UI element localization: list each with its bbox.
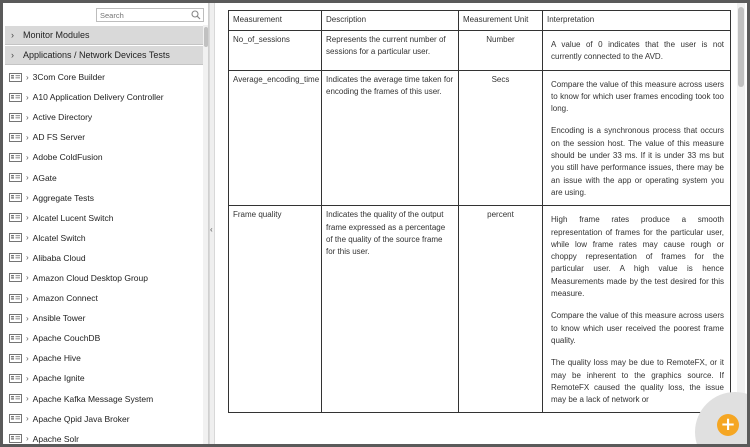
sidebar-item-label: Alcatel Lucent Switch <box>32 212 114 223</box>
sidebar-item-label: Apache Qpid Java Broker <box>32 413 130 424</box>
sidebar-item-label: Alcatel Switch <box>32 232 86 243</box>
component-icon <box>9 93 22 102</box>
sidebar-item-amazon-connect[interactable] <box>5 288 203 308</box>
sidebar-item-3com-core-builder[interactable] <box>5 67 203 87</box>
interpretation-paragraph: Encoding is a synchronous process that occurs on the session host. The value of this measure should be under 33 ms. If it is under 33 ms but you still have performance issues, there may be an issue with the app or operating system you are using. <box>551 126 724 197</box>
chevron-right-icon: › <box>26 152 29 162</box>
sidebar-item-label: AGate <box>32 172 57 183</box>
cell-interpretation <box>543 31 731 71</box>
component-icon <box>9 374 22 383</box>
chevron-right-icon: › <box>26 273 29 283</box>
sidebar-item-apache-kafka-message-system[interactable] <box>5 389 203 409</box>
chevron-right-icon: › <box>26 434 29 444</box>
search-box[interactable] <box>96 8 204 22</box>
interpretation-paragraph: The quality loss may be due to RemoteFX, or it may be inherent to the graphics source. If RemoteFX caused the quality loss, the issue may be a lack of network or <box>551 358 724 405</box>
sidebar-item-apache-couchdb[interactable] <box>5 328 203 348</box>
component-icon <box>9 173 22 182</box>
sidebar-item-label: 3Com Core Builder <box>32 72 105 83</box>
chevron-right-icon: › <box>26 72 29 82</box>
component-icon <box>9 233 22 242</box>
chevron-right-icon: › <box>26 414 29 424</box>
cell-description: Indicates the quality of the output frame expressed as a percentage of the quality of the source frame for this user. <box>322 206 459 413</box>
sidebar-scrollbar-thumb[interactable] <box>204 27 208 47</box>
sidebar-item-apache-qpid-java-broker[interactable] <box>5 409 203 429</box>
chevron-right-icon: › <box>26 193 29 203</box>
header-interpretation: Interpretation <box>543 11 731 31</box>
chevron-right-icon: › <box>26 353 29 363</box>
sidebar-item-amazon-cloud-desktop-group[interactable] <box>5 268 203 288</box>
interpretation-paragraph: Compare the value of this measure across users to know for which user frames encoding took too long. <box>551 79 724 114</box>
section-label: Monitor Modules <box>23 30 90 40</box>
component-tree <box>5 67 203 444</box>
chevron-right-icon: › <box>26 213 29 223</box>
sidebar-item-label: Aggregate Tests <box>32 192 94 203</box>
sidebar-item-apache-hive[interactable] <box>5 348 203 368</box>
sidebar-item-label: Apache CouchDB <box>32 333 101 344</box>
component-icon <box>9 394 22 403</box>
sidebar-item-label: Ansible Tower <box>32 313 86 324</box>
chevron-right-icon: › <box>26 112 29 122</box>
interpretation-paragraph: A value of 0 indicates that the user is not currently connected to the AVD. <box>551 40 724 62</box>
sidebar-item-label: Alibaba Cloud <box>32 252 86 263</box>
component-icon <box>9 133 22 142</box>
chevron-right-icon: › <box>26 313 29 323</box>
sidebar-item-ad-fs-server[interactable] <box>5 127 203 147</box>
component-icon <box>9 414 22 423</box>
measures-table <box>228 10 731 413</box>
chevron-right-icon: › <box>26 394 29 404</box>
cell-unit: percent <box>459 206 543 413</box>
search-input[interactable] <box>97 9 203 21</box>
cell-description: Indicates the average time taken for encoding the frames of this user. <box>322 70 459 206</box>
table-row <box>229 70 731 206</box>
chevron-right-icon: › <box>26 233 29 243</box>
fab-container <box>692 389 747 444</box>
main-content <box>215 3 747 444</box>
sidebar-item-apache-ignite[interactable] <box>5 368 203 388</box>
component-icon <box>9 334 22 343</box>
sidebar-item-ansible-tower[interactable] <box>5 308 203 328</box>
cell-unit: Secs <box>459 70 543 206</box>
sidebar-item-label: Adobe ColdFusion <box>32 152 103 163</box>
component-icon <box>9 193 22 202</box>
sidebar-item-a10-application-delivery-controller[interactable] <box>5 87 203 107</box>
sidebar-item-active-directory[interactable] <box>5 107 203 127</box>
header-measurement: Measurement <box>229 11 322 31</box>
sidebar-item-label: Amazon Connect <box>32 293 98 304</box>
plus-icon[interactable]: + <box>717 414 739 436</box>
cell-description: Represents the current number of sessions for a particular user. <box>322 31 459 71</box>
cell-unit: Number <box>459 31 543 71</box>
sidebar-item-label: AD FS Server <box>32 132 86 143</box>
component-icon <box>9 273 22 282</box>
table-header-row <box>229 11 731 31</box>
component-icon <box>9 73 22 82</box>
sidebar-item-label: Apache Hive <box>32 353 81 364</box>
component-icon <box>9 434 22 443</box>
cell-measurement: Average_encoding_time <box>229 70 322 206</box>
interpretation-paragraph: Compare the value of this measure across users to know which user received the poorest frame quality. <box>551 311 724 345</box>
component-icon <box>9 113 22 122</box>
header-unit: Measurement Unit <box>459 11 543 31</box>
sidebar-item-alcatel-lucent-switch[interactable] <box>5 208 203 228</box>
cell-measurement: Frame quality <box>229 206 322 413</box>
cell-measurement: No_of_sessions <box>229 31 322 71</box>
sidebar-item-alcatel-switch[interactable] <box>5 228 203 248</box>
sidebar <box>3 3 209 444</box>
sidebar-item-label: Amazon Cloud Desktop Group <box>32 272 148 283</box>
header-description: Description <box>322 11 459 31</box>
search-icon[interactable] <box>191 10 201 20</box>
sidebar-item-agate[interactable] <box>5 167 203 187</box>
table-row <box>229 31 731 71</box>
chevron-right-icon: › <box>11 50 14 60</box>
sidebar-item-alibaba-cloud[interactable] <box>5 248 203 268</box>
section-monitor-modules[interactable] <box>5 26 203 45</box>
chevron-right-icon: › <box>26 92 29 102</box>
sidebar-item-label: A10 Application Delivery Controller <box>32 92 164 103</box>
chevron-right-icon: › <box>26 333 29 343</box>
component-icon <box>9 253 22 262</box>
table-row <box>229 206 731 413</box>
component-icon <box>9 314 22 323</box>
sidebar-item-apache-solr[interactable] <box>5 429 203 444</box>
sidebar-item-label: Active Directory <box>32 112 93 123</box>
chevron-right-icon: › <box>26 253 29 263</box>
component-icon <box>9 354 22 363</box>
main-scrollbar-thumb[interactable] <box>738 7 744 87</box>
main-scrollbar[interactable] <box>737 3 745 444</box>
sidebar-item-label: Apache Ignite <box>32 373 85 384</box>
chevron-right-icon: › <box>26 293 29 303</box>
collapse-arrow-icon[interactable]: ‹ <box>210 225 213 234</box>
interpretation-paragraph: High frame rates produce a smooth representation of frames for the particular user, while low frame rates may cause rough or choppy representation of frames for the particular user. A high value is hence Measurements made by the test desired for this measure. <box>551 215 724 299</box>
chevron-right-icon: › <box>11 30 14 40</box>
cell-interpretation <box>543 206 731 413</box>
section-applications-network-devices-tests[interactable] <box>5 46 203 65</box>
component-icon <box>9 213 22 222</box>
section-label: Applications / Network Devices Tests <box>23 50 170 60</box>
sidebar-item-label: Apache Kafka Message System <box>32 393 154 404</box>
sidebar-item-adobe-coldfusion[interactable] <box>5 147 203 167</box>
cell-interpretation <box>543 70 731 206</box>
chevron-right-icon: › <box>26 373 29 383</box>
component-icon <box>9 294 22 303</box>
sidebar-item-aggregate-tests[interactable] <box>5 188 203 208</box>
component-icon <box>9 153 22 162</box>
sidebar-item-label: Apache Solr <box>32 433 79 444</box>
chevron-right-icon: › <box>26 132 29 142</box>
chevron-right-icon: › <box>26 173 29 183</box>
